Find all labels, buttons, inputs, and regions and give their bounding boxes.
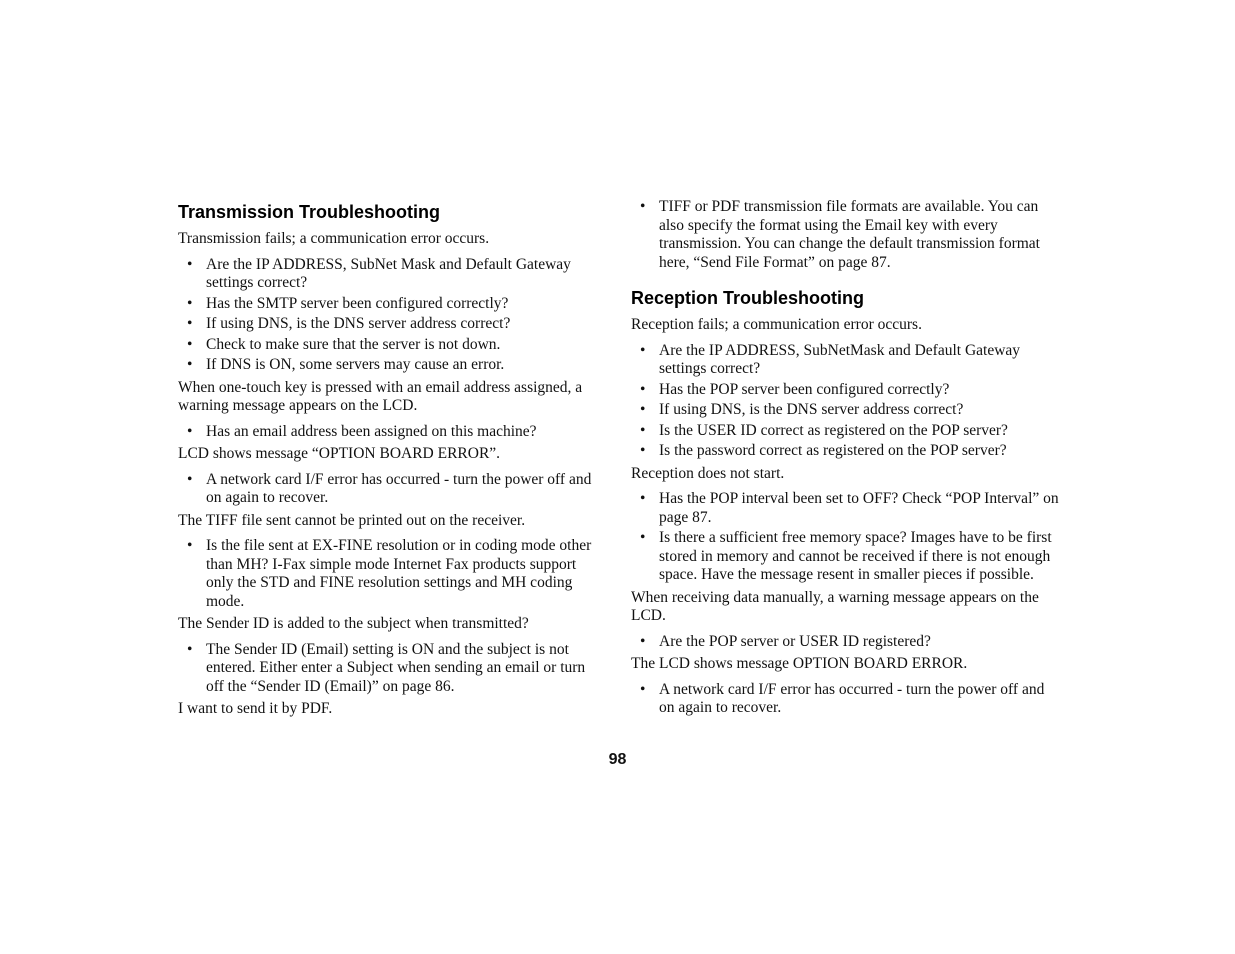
bullet-glyph: • (640, 632, 646, 650)
list-item-text: Is the password correct as registered on the POP server? (659, 442, 1007, 459)
bullet-glyph: • (187, 640, 193, 658)
bullet-glyph: • (640, 198, 646, 215)
list-item-text: Check to make sure that the server is not down. (206, 335, 501, 353)
list-item (178, 537, 606, 611)
bullet-glyph: • (640, 421, 646, 439)
bullet-glyph: • (187, 470, 193, 488)
list-item-text: Has the POP interval been set to OFF? Check “POP Interval” on page 87. (659, 490, 1059, 526)
list-item-text: Are the IP ADDRESS, SubNet Mask and Default Gateway settings correct? (206, 255, 571, 291)
list-item-text: Has the SMTP server been configured correctly? (206, 294, 509, 312)
left-column (178, 198, 606, 726)
list-item (178, 315, 606, 334)
bullet-list (178, 537, 606, 611)
paragraph: I want to send it by PDF. (178, 700, 333, 717)
bullet-glyph: • (640, 680, 646, 698)
bullet-glyph: • (187, 422, 193, 440)
section-heading-reception: Reception Troubleshooting (631, 288, 864, 308)
list-item-text: The Sender ID (Email) setting is ON and the subject is not entered. Either enter a Subject when sending an email or turn off the “Sender ID (Email)” on page 86. (206, 640, 586, 695)
paragraph: When one-touch key is pressed with an email address assigned, a warning message appears on the LCD. (178, 378, 583, 414)
bullet-list (178, 256, 606, 375)
list-item-text: Has an email address been assigned on this machine? (206, 422, 537, 440)
list-item (631, 529, 1059, 585)
list-item-text: TIFF or PDF transmission file formats are available. You can also specify the format using the Email key with every transmission. You can change the default transmission format here, “Send File Format” on page 87. (659, 198, 1040, 271)
list-item (631, 633, 1059, 652)
section-heading-transmission: Transmission Troubleshooting (178, 202, 441, 222)
paragraph: The TIFF file sent cannot be printed out on the receiver. (178, 511, 526, 529)
list-item-text: If DNS is ON, some servers may cause an error. (206, 356, 505, 373)
list-item (178, 295, 606, 314)
bullet-glyph: • (640, 490, 646, 507)
list-item (631, 381, 1059, 400)
bullet-glyph: • (187, 294, 193, 312)
list-item-text: If using DNS, is the DNS server address correct? (206, 315, 511, 332)
list-item-text: Is the file sent at EX-FINE resolution or in coding mode other than MH? I-Fax simple mode Internet Fax products support only the STD and FINE resolution settings and MH coding mode. (206, 537, 592, 610)
list-item (178, 356, 606, 375)
bullet-list (178, 641, 606, 697)
paragraph: LCD shows message “OPTION BOARD ERROR”. (178, 445, 501, 462)
list-item (631, 681, 1059, 718)
list-item (178, 423, 606, 442)
bullet-list (631, 681, 1059, 718)
list-item (631, 401, 1059, 420)
bullet-glyph: • (640, 529, 646, 546)
bullet-glyph: • (187, 356, 193, 373)
paragraph: When receiving data manually, a warning message appears on the LCD. (631, 588, 1039, 624)
list-item (178, 256, 606, 293)
list-item-text: A network card I/F error has occurred - turn the power off and on again to recover. (659, 680, 1045, 716)
bullet-glyph: • (640, 442, 646, 459)
list-item (631, 342, 1059, 379)
list-item-text: Are the IP ADDRESS, SubNetMask and Default Gateway settings correct? (659, 341, 1021, 377)
bullet-glyph: • (187, 537, 193, 554)
bullet-glyph: • (187, 335, 193, 353)
list-item (178, 336, 606, 355)
right-column (631, 198, 1059, 722)
list-item-text: If using DNS, is the DNS server address correct? (659, 401, 964, 418)
bullet-list (178, 471, 606, 508)
bullet-glyph: • (187, 315, 193, 332)
paragraph: Reception fails; a communication error occurs. (631, 316, 922, 333)
bullet-list (631, 198, 1059, 272)
page-number: 98 (608, 751, 627, 768)
bullet-glyph: • (187, 255, 193, 273)
bullet-list (631, 633, 1059, 652)
bullet-list (178, 423, 606, 442)
bullet-glyph: • (640, 401, 646, 418)
list-item (631, 442, 1059, 461)
paragraph: The LCD shows message OPTION BOARD ERROR. (631, 655, 968, 672)
paragraph: Transmission fails; a communication error occurs. (178, 230, 490, 247)
list-item (631, 198, 1059, 272)
list-item-text: Has the POP server been configured correctly? (659, 380, 950, 398)
list-item (178, 471, 606, 508)
list-item-text: Is there a sufficient free memory space? Images have to be first stored in memory and cannot be received if there is not enough space. Have the message resent in smaller pieces if possible. (659, 529, 1052, 583)
list-item-text: Is the USER ID correct as registered on the POP server? (659, 421, 1008, 439)
bullet-list (631, 342, 1059, 461)
bullet-list (631, 490, 1059, 585)
list-item-text: A network card I/F error has occurred - turn the power off and on again to recover. (206, 470, 592, 506)
bullet-glyph: • (640, 341, 646, 359)
paragraph: Reception does not start. (631, 464, 785, 482)
paragraph: The Sender ID is added to the subject when transmitted? (178, 615, 529, 632)
list-item (631, 422, 1059, 441)
list-item (178, 641, 606, 697)
bullet-glyph: • (640, 380, 646, 398)
list-item (631, 490, 1059, 527)
list-item-text: Are the POP server or USER ID registered? (659, 632, 931, 650)
